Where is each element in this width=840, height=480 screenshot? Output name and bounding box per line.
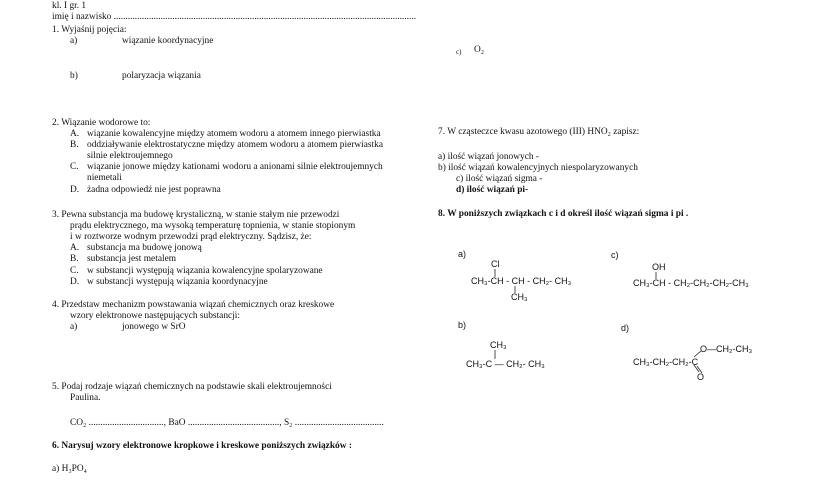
structure-a-chain: CH₃-CH - CH - CH₂- CH₃ [471,276,572,286]
q4-line-1: 4. Przedstaw mechanizm powstawania wiązań chemicznych oraz kreskowe [52,300,335,310]
structure-c-label: c) [611,250,619,260]
q3-line-1: 3. Pewna substancja ma budowę krystaliczną, w stanie stałym nie przewodzi [52,210,340,220]
q5-line-1: 5. Podaj rodzaje wiązań chemicznych na podstawie skali elektroujemności [52,382,332,392]
q3-line-2: prądu elektrycznego, ma wysoką temperaturę topnienia, w stanie stopionym [70,221,356,231]
structure-b-label: b) [458,320,467,330]
q5-bao-blank: , BaO ....................................... [163,418,280,428]
q1-title: 1. Wyjaśnij pojęcia: [52,25,127,35]
q2-opt-b-text: oddziaływanie elektrostatyczne między atomem wodoru a atomem pierwiastka [87,140,383,150]
q2-opt-c-text: wiązanie jonowe między kationami wodoru a anionami silnie elektroujemnych [87,162,383,172]
q6-title: 6. Narysuj wzory elektronowe kropkowe i kreskowe poniższych związków : [52,441,352,451]
q7-item-c: c) ilość wiązań sigma - [456,174,543,184]
q2-opt-b-letter: B. [70,140,79,150]
q5-line-2: Paulina. [70,393,101,403]
q3-opt-b-letter: B. [70,254,79,264]
q1-a-letter: a) [70,36,78,46]
class-line: kl. I gr. 1 [52,1,87,11]
q3-opt-c-letter: C. [70,266,79,276]
q2-opt-c-letter: C. [70,162,79,172]
q3-opt-c-text: w substancji występują wiązania kowalencyjne spolaryzowane [87,266,323,276]
q2-opt-c-text-cont: niemetali [87,173,122,183]
name-line: imię i nazwisko ................................................................................................................................. [52,12,417,22]
q3-opt-a-letter: A. [70,243,80,253]
q2-opt-b-text-cont: silnie elektroujemnego [87,151,173,161]
structure-d-o-bottom: O [697,372,705,382]
q3-opt-a-text: substancja ma budowę jonową [87,243,202,253]
q8-title: 8. W poniższych związkach c i d określ ilość wiązań sigma i pi . [438,209,689,219]
q6-a: a) H₃PO₄ [52,464,87,474]
q5-answer-line [70,418,384,429]
structure-d-label: d) [621,323,630,333]
q5-co2-blank: CO₂ ................................ [70,418,164,428]
structure-b-top: CH₃ [490,340,507,350]
structure-a-top: Cl [491,259,500,269]
structure-a-label: a) [458,249,467,259]
q2-opt-a-text: wiązanie kowalencyjne między atomem wodoru a atomem innego pierwiastka [87,129,381,139]
structure-a-bottom: CH₃ [511,292,528,302]
q1-b-letter: b) [70,71,78,81]
q4-a-text: jonowego w SrO [122,322,186,332]
q1-c-text: O₂ [474,45,485,55]
q5-s2-blank: , S₂ ..................................... [279,418,382,428]
q2-opt-d-letter: D. [70,185,80,195]
q7-item-d: d) ilość wiązań pi- [456,185,529,195]
q3-opt-d-text: w substancji występują wiązania koordynacyjne [87,277,268,287]
q3-line-3: i w roztworze wodnym przewodzi prąd elektryczny. Sądzisz, że: [70,232,312,242]
structure-b-chain: CH₃-C — CH₂- CH₃ [466,359,545,369]
structure-c-top: OH [652,262,666,272]
q1-b-text: polaryzacja wiązania [122,71,201,81]
structure-d-o-right: O—CH₂-CH₃ [700,344,753,354]
q2-title: 2. Wiązanie wodorowe to: [52,118,151,128]
q5-end: . [381,418,384,428]
q2-opt-d-text: żadna odpowiedź nie jest poprawna [87,185,221,195]
q7-title: 7. W cząsteczce kwasu azotowego (III) HNO₂ zapisz: [438,127,640,137]
q1-a-text: wiązanie koordynacyjne [122,36,214,46]
structure-c-chain: CH₃-CH - CH₂-CH₂-CH₂-CH₃ [633,278,749,288]
q3-opt-b-text: substancja jest metalem [87,254,177,264]
q2-opt-a-letter: A. [70,129,80,139]
q4-line-2: wzory elektronowe następujących substancji: [70,311,240,321]
q3-opt-d-letter: D. [70,277,80,287]
structure-d-chain: CH₃-CH₂-CH₂-C [633,357,699,367]
q7-item-b: b) ilość wiązań kowalencyjnych niespolaryzowanych [438,163,638,173]
q4-a-letter: a) [70,322,78,332]
q1-c-letter: c) [456,48,462,56]
q7-item-a: a) ilość wiązań jonowych - [438,152,540,162]
